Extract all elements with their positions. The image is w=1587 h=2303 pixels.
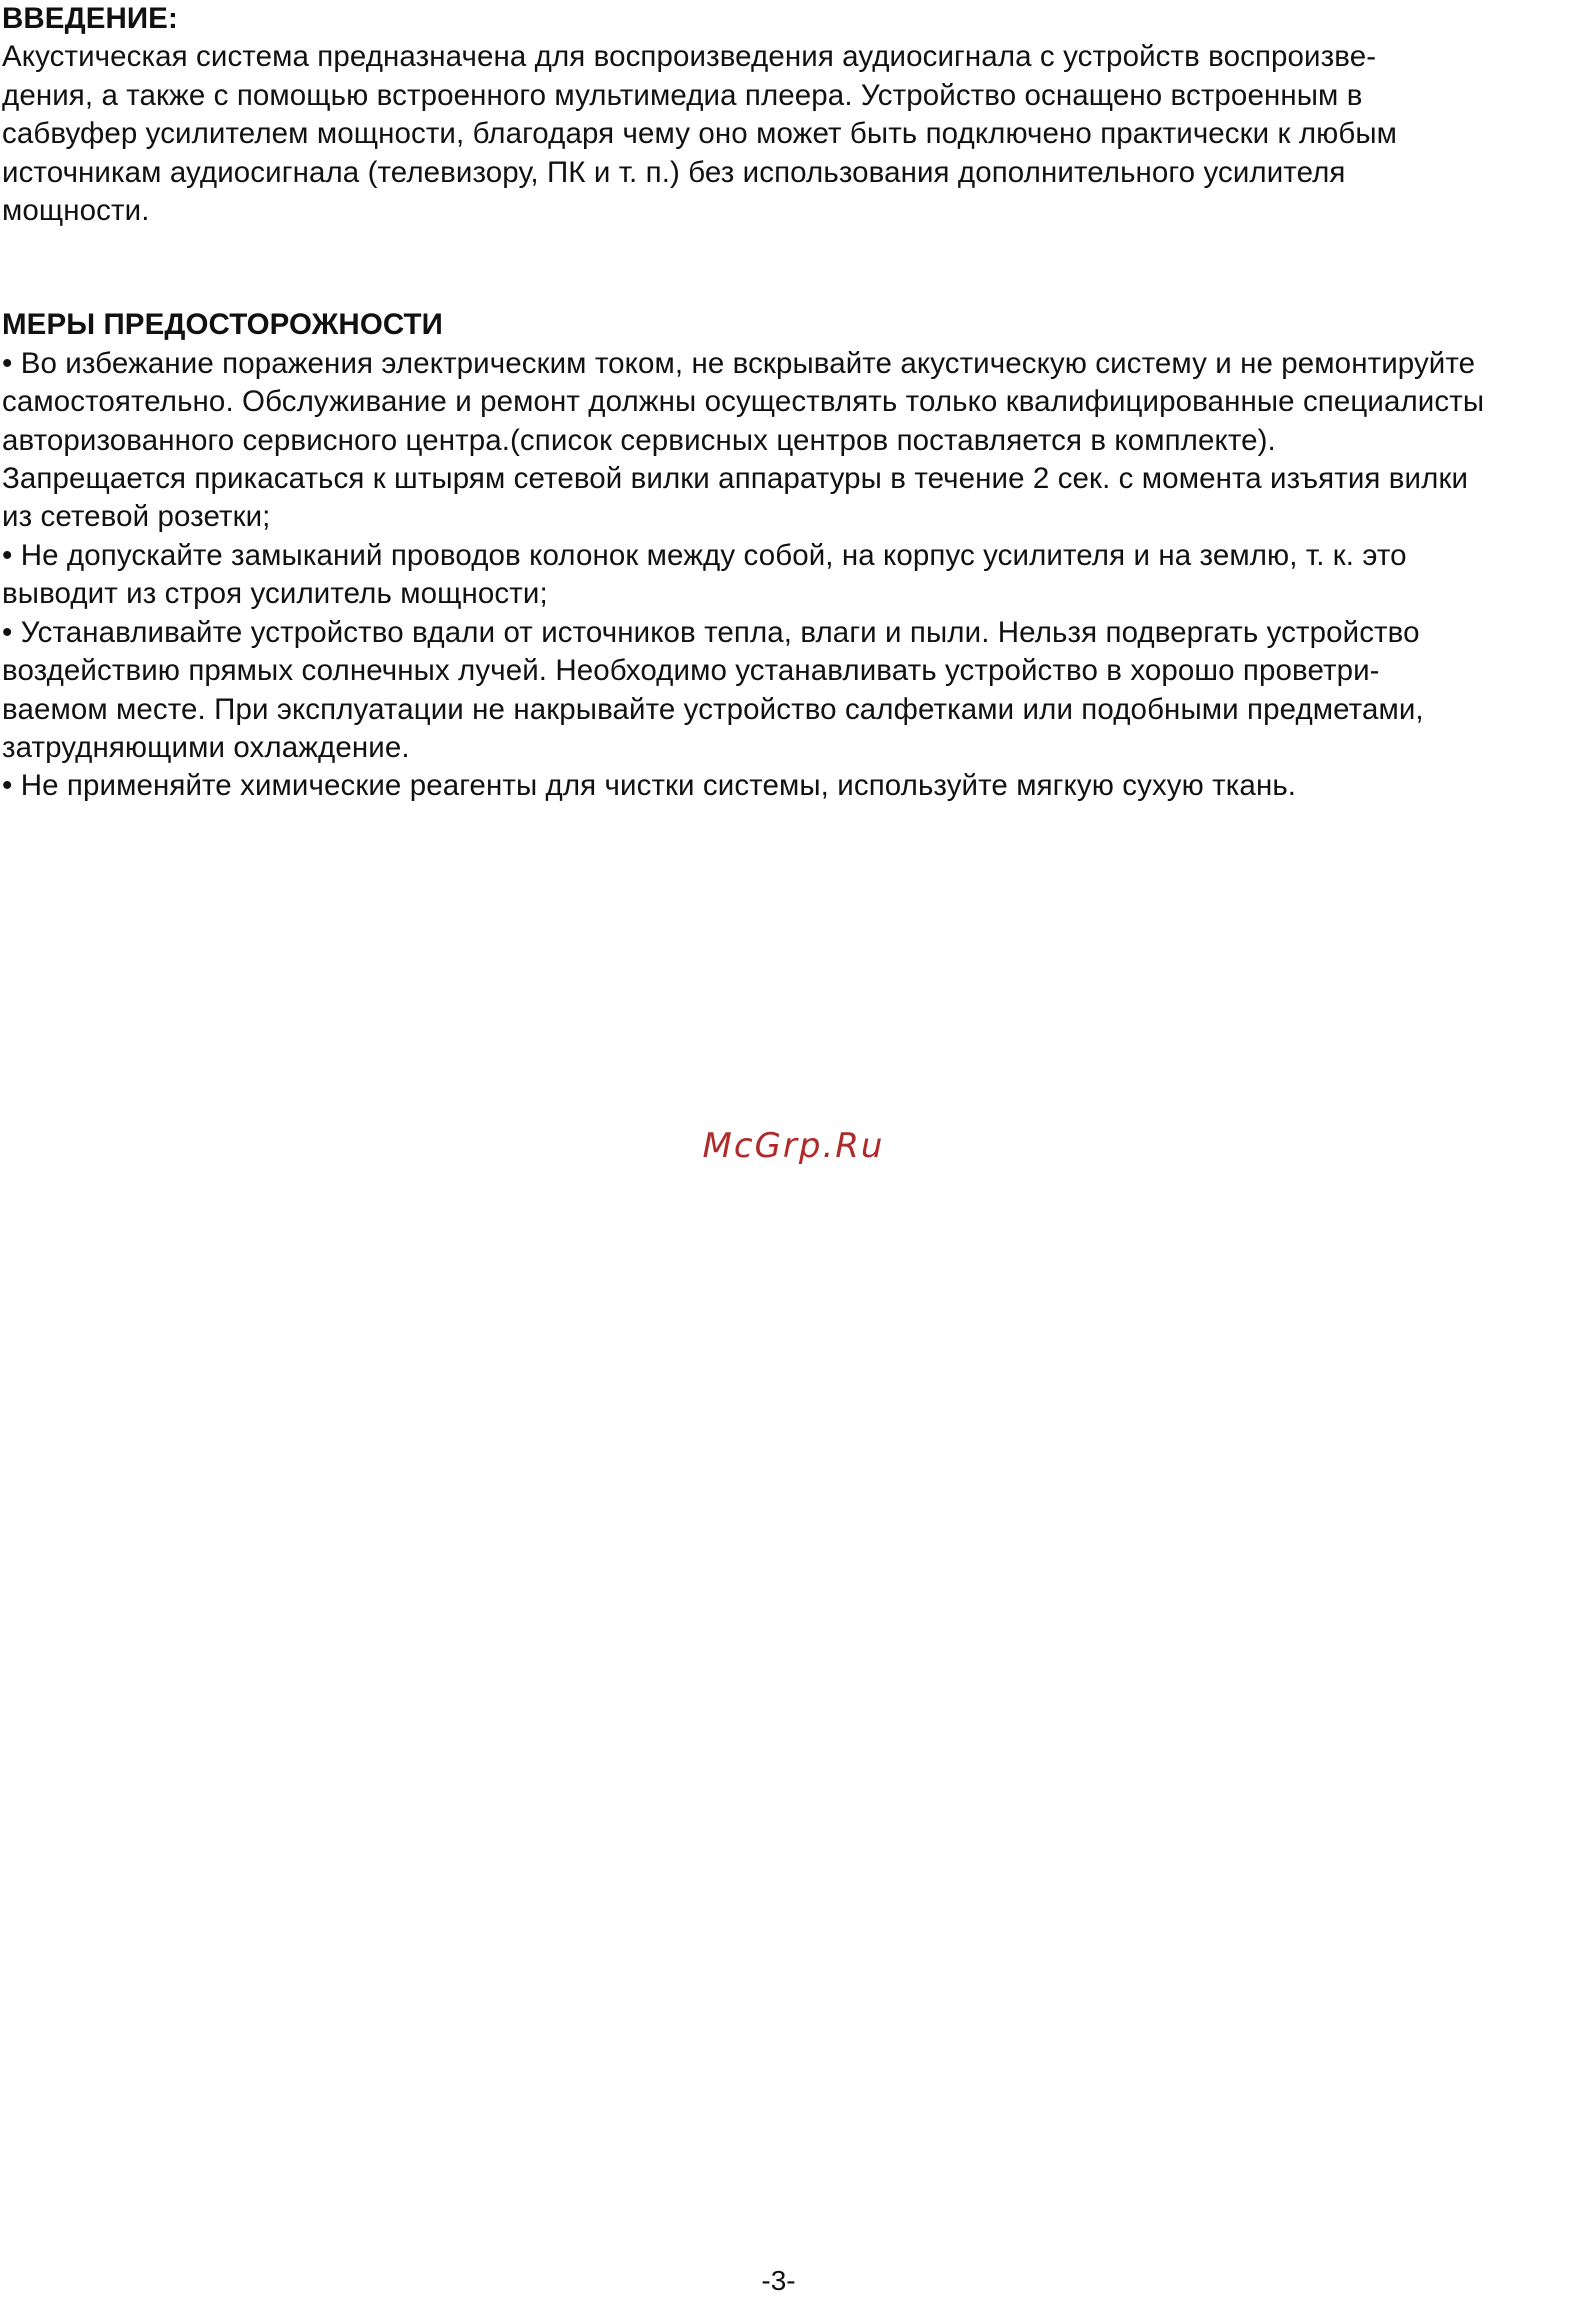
intro-line: дения, а также с помощью встроенного мультимедиа плеера. Устройство оснащено встроенным в [2,78,1363,112]
watermark-text: McGrp.Ru [702,1126,885,1166]
intro-heading: ВВЕДЕНИЕ: [2,2,178,35]
page-number: -3- [761,2265,796,2296]
precautions-line: Запрещается прикасаться к штырям сетевой вилки аппаратуры в течение 2 сек. с момента изъятия вилки [2,462,1469,496]
precautions-line: ваемом месте. При эксплуатации не накрывайте устройство салфетками или подобными предметами, [2,692,1424,726]
precautions-heading: МЕРЫ ПРЕДОСТОРОЖНОСТИ [2,308,443,342]
precautions-line: • Не допускайте замыканий проводов колонок между собой, на корпус усилителя и на землю, т. к. это [2,538,1407,572]
intro-line: Акустическая система предназначена для воспроизведения аудиосигнала с устройств воспроизве- [2,40,1377,74]
precautions-line: • Устанавливайте устройство вдали от источников тепла, влаги и пыли. Нельзя подвергать устройство [2,615,1420,649]
precautions-line: воздействию прямых солнечных лучей. Необходимо устанавливать устройство в хорошо проветри- [2,654,1380,688]
intro-line: источникам аудиосигнала (телевизору, ПК и т. п.) без использования дополнительного усилителя [2,155,1346,189]
precautions-line: • Во избежание поражения электрическим током, не вскрывайте акустическую систему и не ремонтируйте [2,346,1476,380]
section-gap [2,230,1585,306]
precautions-line: из сетевой розетки; [2,500,271,534]
precautions-line: выводит из строя усилитель мощности; [2,577,548,611]
precautions-line: самостоятельно. Обслуживание и ремонт должны осуществлять только квалифицированные специалисты [2,385,1485,419]
page-content [2,0,1585,806]
precautions-line: затрудняющими охлаждение. [2,730,410,764]
intro-line: мощности. [2,194,150,228]
precautions-line: авторизованного сервисного центра.(список сервисных центров поставляется в комплекте). [2,423,1276,457]
precautions-section [2,306,1585,805]
precautions-line: • Не применяйте химические реагенты для чистки системы, используйте мягкую сухую ткань. [2,769,1297,803]
intro-line: сабвуфер усилителем мощности, благодаря чему оно может быть подключено практически к любым [2,117,1398,151]
intro-section [2,0,1585,230]
